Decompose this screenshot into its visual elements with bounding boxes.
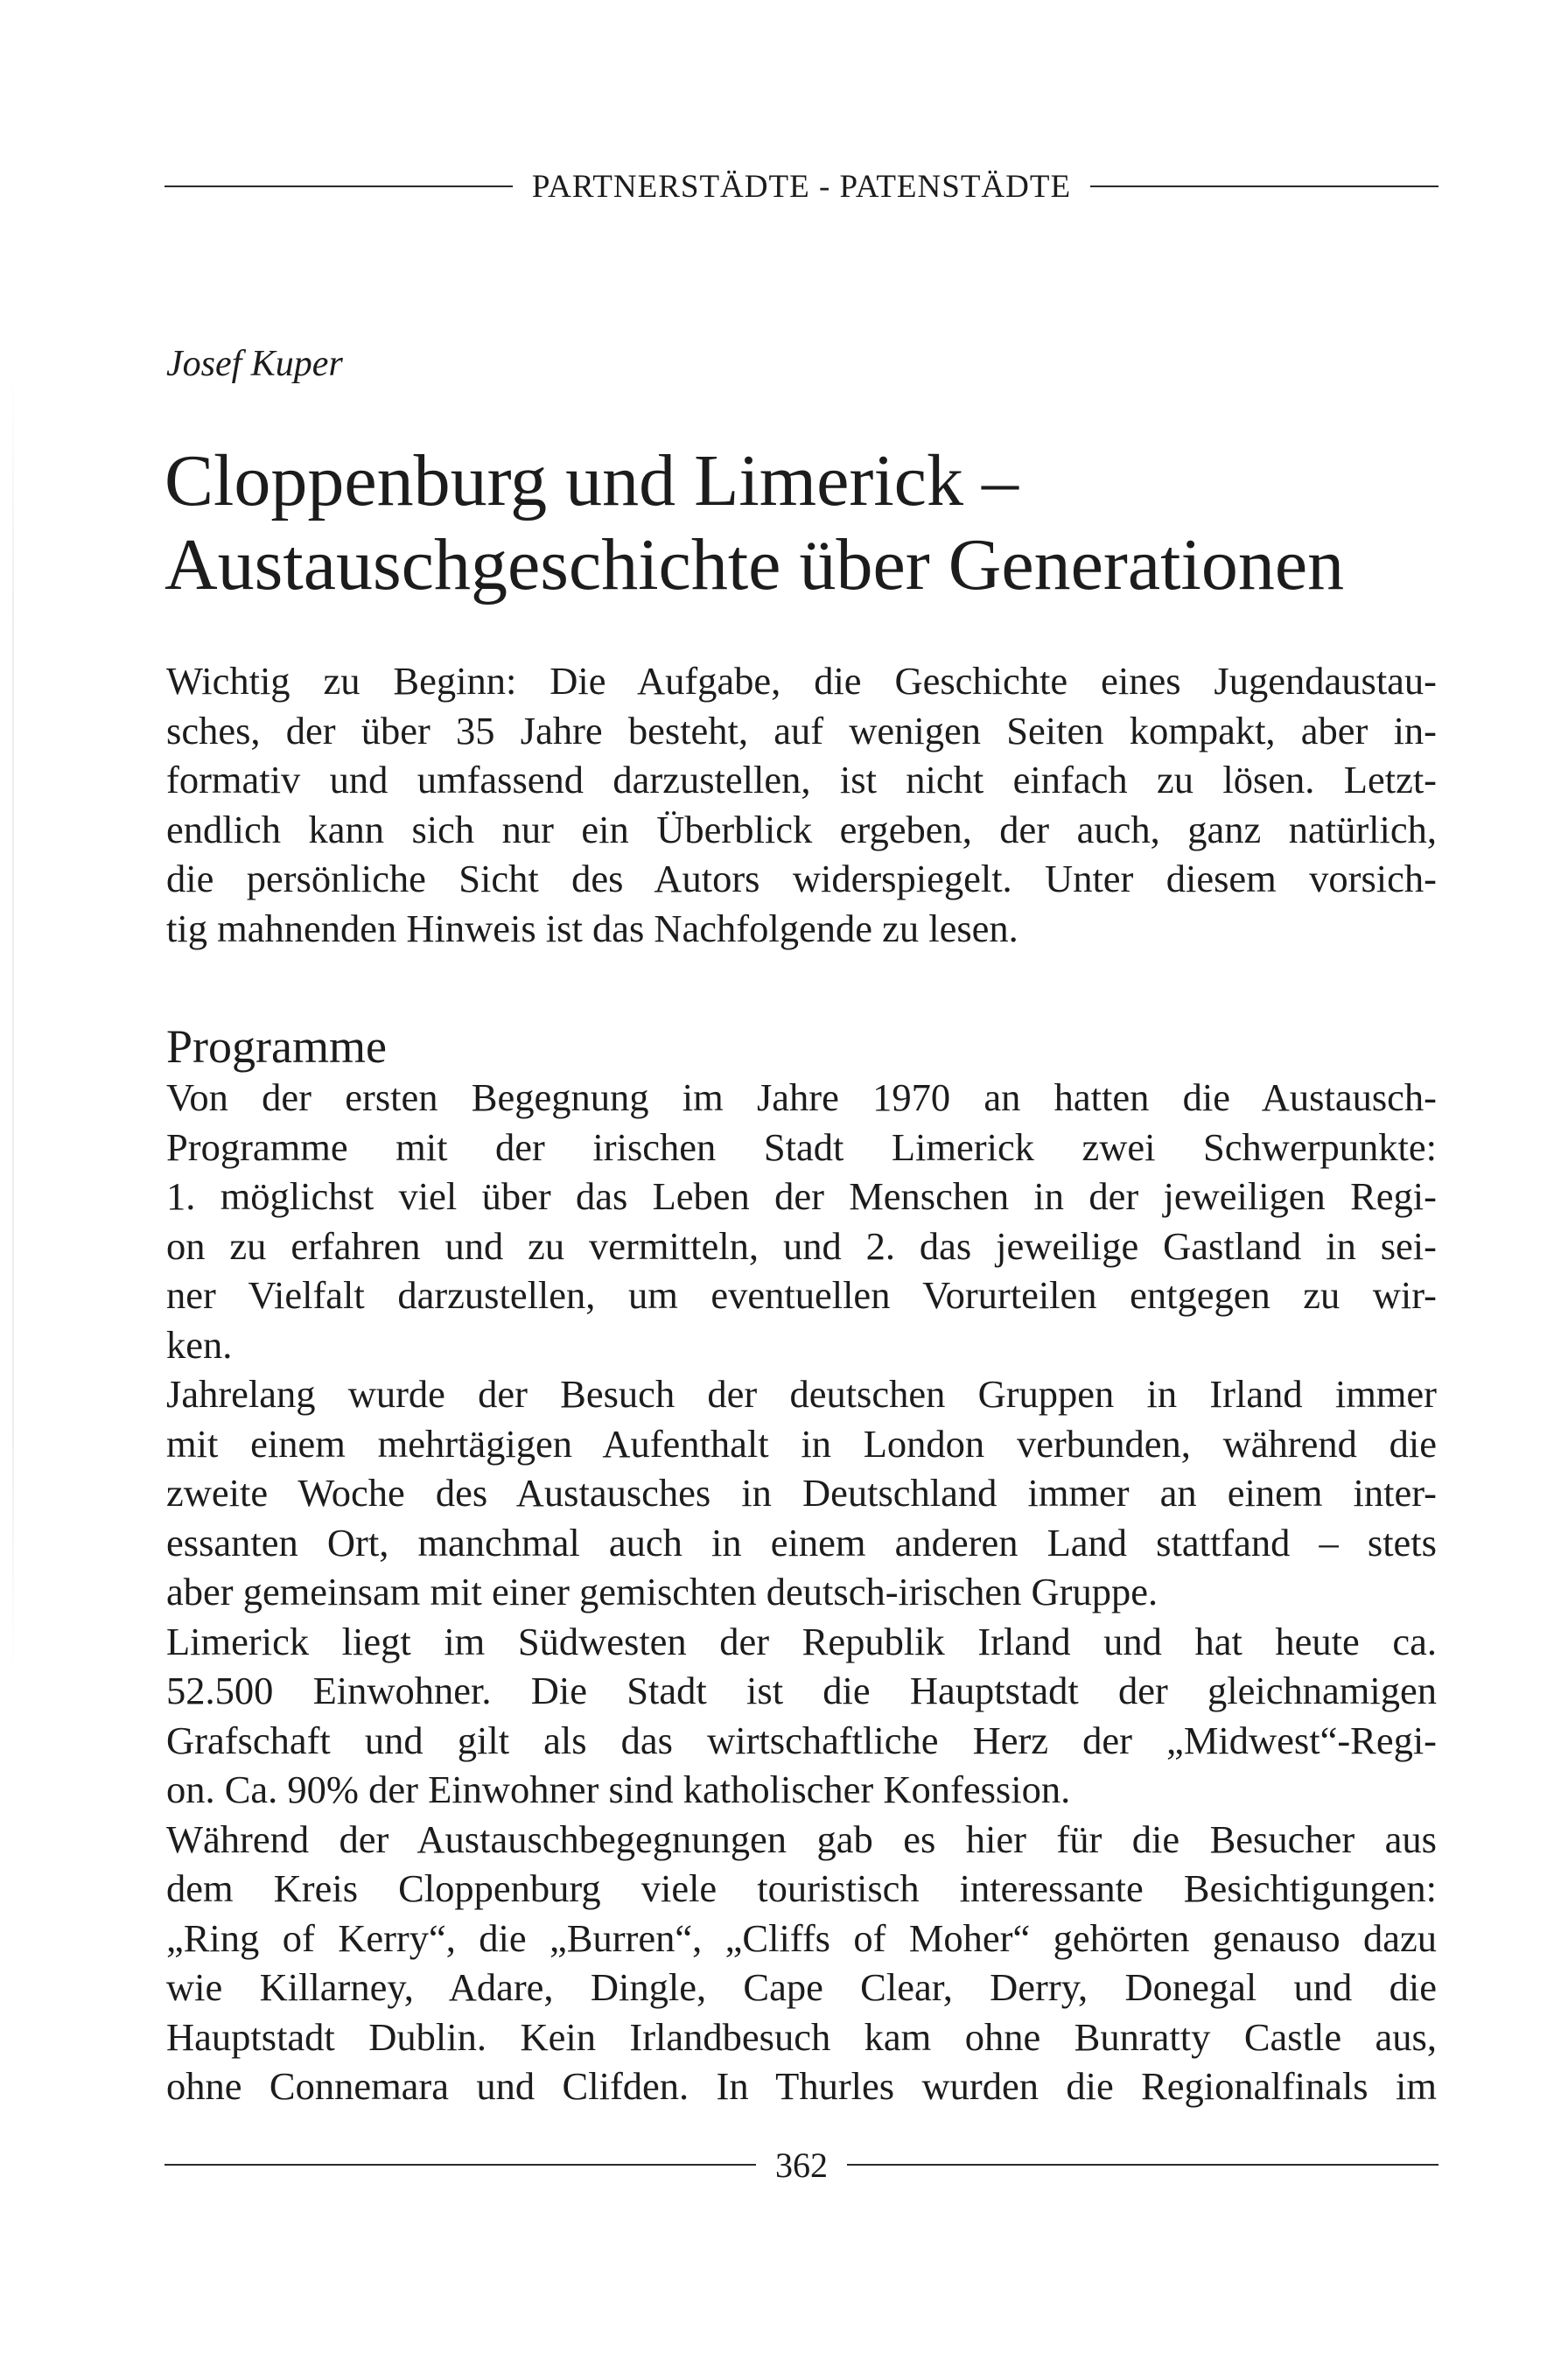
text-line: Grafschaft und gilt als das wirtschaftliche Herz der „Midwest“-Regi- <box>166 1718 1437 1762</box>
text-line: Während der Austauschbegegnungen gab es hier für die Besucher aus <box>166 1816 1437 1861</box>
text-line: Hauptstadt Dublin. Kein Irlandbesuch kam ohne Bunratty Castle aus, <box>166 2014 1437 2059</box>
title-line: Austauschgeschichte über Generationen <box>164 524 1345 606</box>
text-line: formativ und umfassend darzustellen, ist nicht einfach zu lösen. Letzt- <box>166 758 1437 802</box>
running-header-text: PARTNERSTÄDTE - PATENSTÄDTE <box>531 168 1072 205</box>
text-line: ken. <box>166 1322 233 1367</box>
text-line: die persönliche Sicht des Autors widerspiegelt. Unter diesem vorsich- <box>166 857 1437 900</box>
page-footer <box>164 2140 1438 2189</box>
text-line: 52.500 Einwohner. Die Stadt ist die Hauptstadt der gleichnamigen <box>166 1669 1437 1712</box>
text-line: wie Killarney, Adare, Dingle, Cape Clear, Derry, Donegal und die <box>166 1965 1437 2009</box>
text-line: Jahrelang wurde der Besuch der deutschen Gruppen in Irland immer <box>166 1372 1437 1416</box>
text-line: Limerick liegt im Südwesten der Republik Irland und hat heute ca. <box>166 1619 1437 1663</box>
text-line: ohne Connemara und Clifden. In Thurles wurden die Regionalfinals im <box>166 2064 1437 2108</box>
header-rule-right <box>1090 186 1438 187</box>
text-line: zweite Woche des Austausches in Deutschland immer an einem inter- <box>166 1471 1437 1515</box>
text-line: tig mahnenden Hinweis ist das Nachfolgende zu lesen. <box>166 906 1018 950</box>
text-line: „Ring of Kerry“, die „Burren“, „Cliffs of Moher“ gehörten genauso dazu <box>166 1915 1437 1960</box>
text-line: aber gemeinsam mit einer gemischten deutsch-irischen Gruppe. <box>166 1570 1158 1614</box>
author-name: Josef Kuper <box>166 344 343 384</box>
text-line: ner Vielfalt darzustellen, um eventuellen Vorurteilen entgegen zu wir- <box>166 1273 1437 1317</box>
text-line: on. Ca. 90% der Einwohner sind katholischer Konfession. <box>166 1768 1071 1811</box>
text-line: Wichtig zu Beginn: Die Aufgabe, die Geschichte eines Jugendaustau- <box>166 659 1437 703</box>
article-title <box>164 439 1442 607</box>
header-rule-left <box>164 186 513 187</box>
text-line: mit einem mehrtägigen Aufenthalt in London verbunden, während die <box>166 1421 1437 1466</box>
section-body <box>166 1073 1437 2111</box>
footer-rule-right <box>847 2164 1438 2166</box>
footer-rule-left <box>164 2164 756 2166</box>
text-line: dem Kreis Cloppenburg viele touristisch interessante Besichtigungen: <box>166 1866 1437 1910</box>
text-line: sches, der über 35 Jahre besteht, auf wenigen Seiten kompakt, aber in- <box>166 708 1437 752</box>
text-line: 1. möglichst viel über das Leben der Menschen in der jeweiligen Regi- <box>166 1174 1437 1218</box>
text-line: Von der ersten Begegnung im Jahre 1970 an hatten die Austausch- <box>166 1075 1437 1119</box>
intro-paragraph <box>166 656 1437 953</box>
title-line: Cloppenburg und Limerick – <box>164 440 1018 522</box>
scan-edge <box>12 368 14 1680</box>
text-line: Programme mit der irischen Stadt Limerick zwei Schwerpunkte: <box>166 1124 1437 1169</box>
text-line: endlich kann sich nur ein Überblick ergeben, der auch, ganz natürlich, <box>166 807 1437 851</box>
page-number: 362 <box>775 2145 828 2185</box>
running-header <box>164 164 1438 208</box>
text-line: on zu erfahren und zu vermitteln, und 2. das jeweilige Gastland in sei- <box>166 1223 1437 1268</box>
text-line: essanten Ort, manchmal auch in einem anderen Land stattfand – stets <box>166 1520 1437 1564</box>
section-heading: Programme <box>166 1020 387 1073</box>
